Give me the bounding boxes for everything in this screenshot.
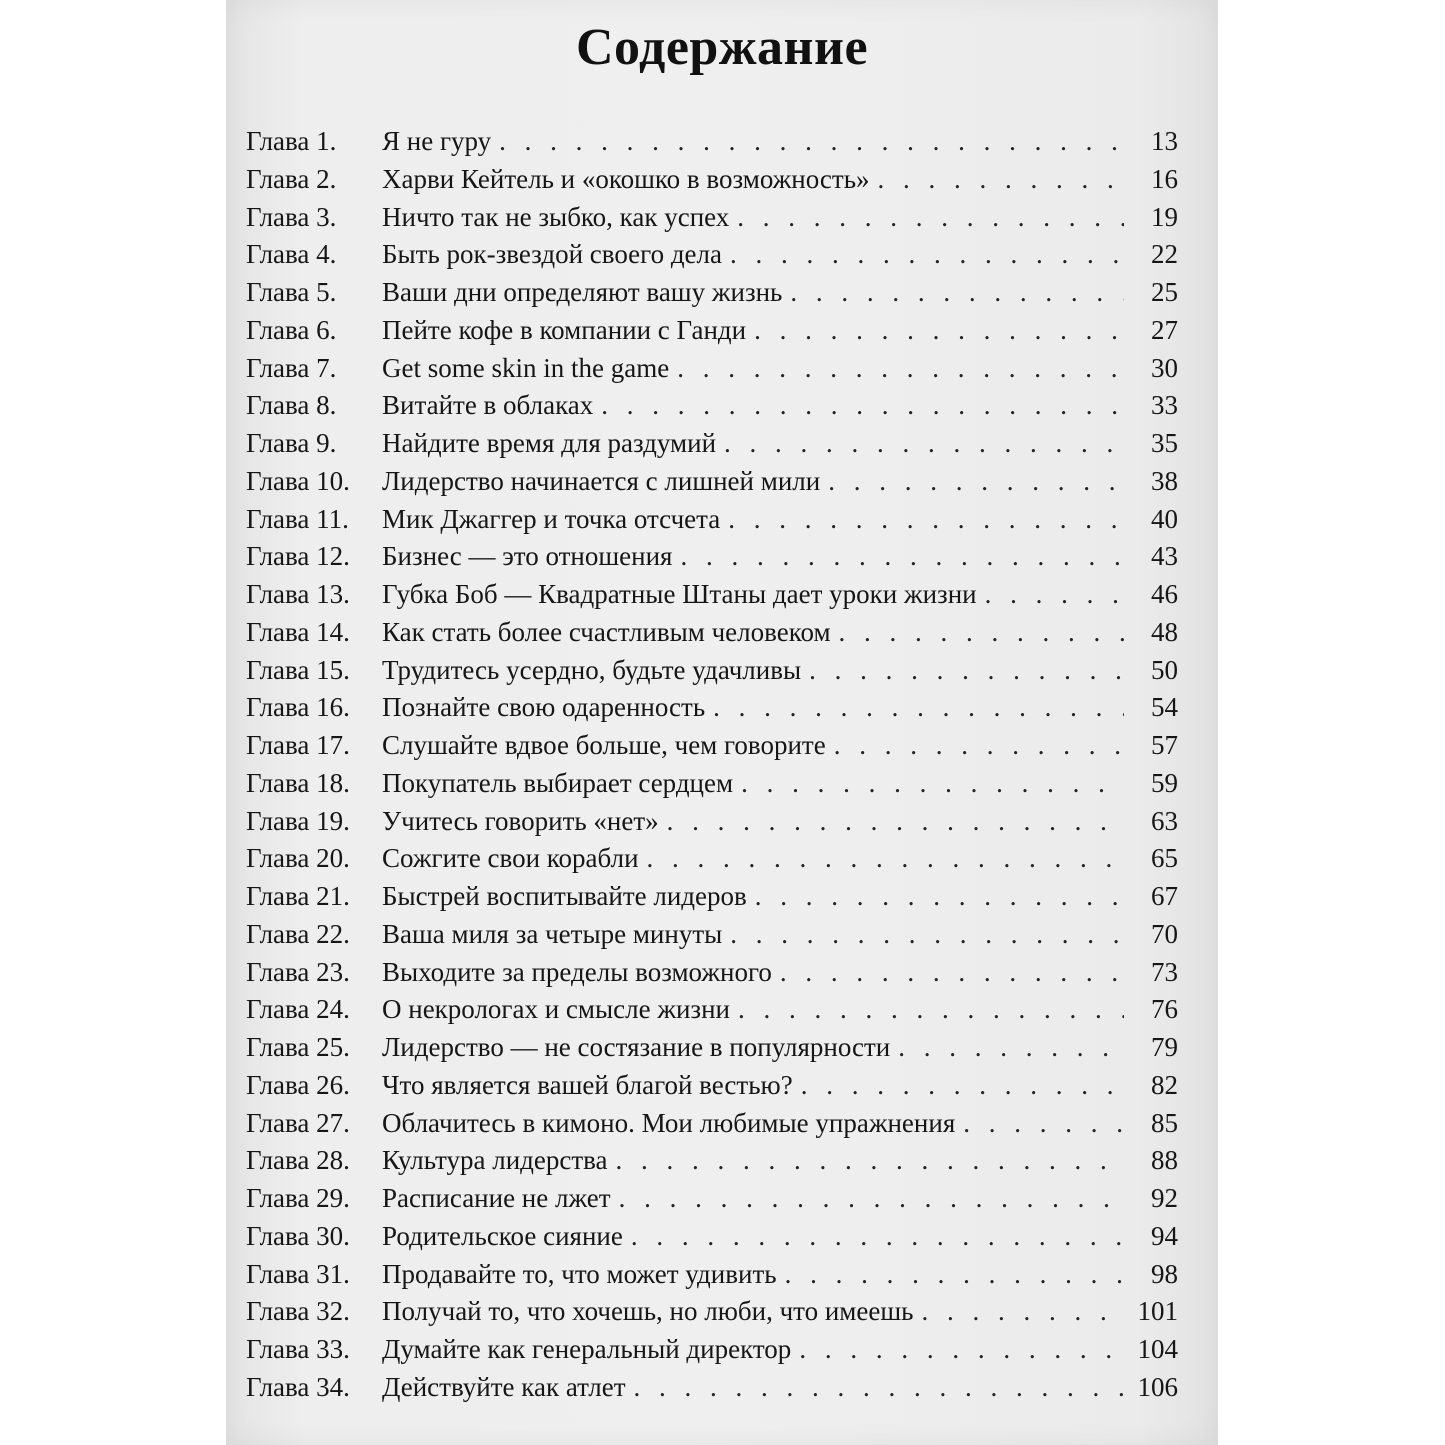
chapter-label: Глава 15. bbox=[246, 654, 350, 685]
dot-leader bbox=[647, 843, 1124, 874]
toc-entry bbox=[246, 1259, 1178, 1297]
page-title: Содержание bbox=[575, 19, 869, 76]
chapter-label: Глава 2. bbox=[246, 163, 337, 194]
chapter-title: Получай то, что хочешь, но люби, что имеешь bbox=[382, 1296, 914, 1327]
chapter-label: Глава 6. bbox=[246, 314, 337, 345]
chapter-title: Действуйте как атлет bbox=[382, 1371, 626, 1402]
dot-leader bbox=[713, 692, 1124, 723]
toc-entry bbox=[246, 1145, 1178, 1183]
chapter-label: Глава 19. bbox=[246, 805, 350, 836]
dot-leader bbox=[790, 277, 1124, 308]
chapter-page-number: 76 bbox=[1151, 994, 1178, 1025]
toc-entry bbox=[246, 1372, 1178, 1410]
dot-leader bbox=[601, 390, 1124, 421]
toc-entry bbox=[246, 202, 1178, 240]
chapter-title: Расписание не лжет bbox=[382, 1183, 611, 1213]
chapter-page-number: 13 bbox=[1151, 126, 1178, 156]
chapter-title: Быстрей воспитывайте лидеров bbox=[382, 881, 747, 911]
toc-entry bbox=[246, 1108, 1178, 1146]
dot-leader bbox=[985, 579, 1124, 610]
dot-leader bbox=[754, 315, 1124, 346]
toc-entry bbox=[246, 1221, 1178, 1259]
chapter-page-number: 27 bbox=[1151, 314, 1178, 345]
chapter-label: Глава 20. bbox=[246, 843, 350, 874]
toc-entry bbox=[246, 919, 1178, 957]
chapter-page-number: 63 bbox=[1151, 805, 1178, 836]
chapter-title: Покупатель выбирает сердцем bbox=[382, 767, 734, 798]
toc-entry bbox=[246, 1070, 1178, 1108]
chapter-page-number: 82 bbox=[1151, 1069, 1178, 1100]
chapter-page-number: 38 bbox=[1151, 465, 1178, 496]
chapter-title: Ваша миля за четыре минуты bbox=[382, 918, 723, 949]
chapter-title: Бизнес — это отношения bbox=[382, 541, 673, 572]
toc-entry bbox=[246, 390, 1178, 428]
chapter-title: Ваши дни определяют вашу жизнь bbox=[382, 277, 783, 307]
dot-leader bbox=[785, 1259, 1124, 1290]
chapter-label: Глава 3. bbox=[246, 201, 337, 232]
chapter-label: Глава 22. bbox=[246, 918, 350, 949]
chapter-label: Глава 25. bbox=[246, 1032, 350, 1062]
table-of-contents bbox=[246, 126, 1178, 1410]
toc-entry bbox=[246, 239, 1178, 277]
toc-entry bbox=[246, 1334, 1178, 1372]
toc-entry bbox=[246, 730, 1178, 768]
chapter-page-number: 22 bbox=[1151, 239, 1178, 270]
chapter-title: Думайте как генеральный директор bbox=[382, 1334, 792, 1364]
chapter-title: Губка Боб — Квадратные Штаны дает уроки жизни bbox=[382, 579, 977, 609]
chapter-title: Как стать более счастливым человеком bbox=[382, 616, 831, 647]
chapter-label: Глава 5. bbox=[246, 277, 337, 307]
chapter-title: Мик Джаггер и точка отсчета bbox=[382, 503, 721, 534]
chapter-title: Витайте в облаках bbox=[382, 390, 594, 421]
chapter-label: Глава 24. bbox=[246, 994, 350, 1025]
chapter-page-number: 46 bbox=[1151, 579, 1178, 609]
chapter-title: Лидерство начинается с лишней мили bbox=[382, 465, 821, 496]
chapter-page-number: 54 bbox=[1151, 692, 1178, 723]
dot-leader bbox=[780, 957, 1124, 988]
toc-entry bbox=[246, 1296, 1178, 1334]
toc-entry bbox=[246, 692, 1178, 730]
dot-leader bbox=[828, 466, 1124, 497]
chapter-title: Харви Кейтель и «окошко в возможность» bbox=[382, 163, 870, 194]
chapter-page-number: 104 bbox=[1137, 1334, 1178, 1364]
toc-entry bbox=[246, 579, 1178, 617]
dot-leader bbox=[921, 1296, 1124, 1327]
chapter-page-number: 59 bbox=[1151, 767, 1178, 798]
toc-entry bbox=[246, 617, 1178, 655]
chapter-page-number: 98 bbox=[1151, 1258, 1178, 1289]
chapter-label: Глава 32. bbox=[246, 1296, 350, 1327]
chapter-page-number: 79 bbox=[1151, 1032, 1178, 1062]
chapter-page-number: 88 bbox=[1151, 1145, 1178, 1176]
chapter-title: Что является вашей благой вестью? bbox=[382, 1069, 793, 1100]
chapter-page-number: 70 bbox=[1151, 918, 1178, 949]
chapter-page-number: 85 bbox=[1151, 1107, 1178, 1138]
dot-leader bbox=[616, 1145, 1124, 1176]
chapter-page-number: 101 bbox=[1137, 1296, 1178, 1327]
toc-entry bbox=[246, 126, 1178, 164]
book-page bbox=[226, 0, 1218, 1445]
dot-leader bbox=[898, 1032, 1124, 1063]
chapter-label: Глава 29. bbox=[246, 1183, 350, 1213]
toc-entry bbox=[246, 994, 1178, 1032]
chapter-page-number: 48 bbox=[1151, 616, 1178, 647]
chapter-label: Глава 18. bbox=[246, 767, 350, 798]
chapter-page-number: 35 bbox=[1151, 428, 1178, 458]
dot-leader bbox=[499, 126, 1124, 157]
dot-leader bbox=[631, 1221, 1124, 1252]
dot-leader bbox=[730, 919, 1124, 950]
chapter-page-number: 106 bbox=[1137, 1371, 1178, 1402]
chapter-page-number: 25 bbox=[1151, 277, 1178, 307]
dot-leader bbox=[741, 768, 1124, 799]
chapter-label: Глава 12. bbox=[246, 541, 350, 572]
chapter-title: Сожгите свои корабли bbox=[382, 843, 639, 874]
chapter-page-number: 33 bbox=[1151, 390, 1178, 421]
chapter-title: Get some skin in the game bbox=[382, 352, 670, 383]
chapter-title: Облачитесь в кимоно. Мои любимые упражнения bbox=[382, 1107, 956, 1138]
chapter-label: Глава 21. bbox=[246, 881, 350, 911]
toc-entry bbox=[246, 957, 1178, 995]
chapter-label: Глава 4. bbox=[246, 239, 337, 270]
chapter-title: Культура лидерства bbox=[382, 1145, 608, 1176]
chapter-label: Глава 30. bbox=[246, 1220, 350, 1251]
chapter-title: Родительское сияние bbox=[382, 1220, 623, 1251]
chapter-label: Глава 1. bbox=[246, 126, 337, 156]
dot-leader bbox=[801, 1070, 1124, 1101]
toc-entry bbox=[246, 353, 1178, 391]
chapter-label: Глава 33. bbox=[246, 1334, 350, 1364]
chapter-title: Выходите за пределы возможного bbox=[382, 956, 772, 987]
chapter-title: Продавайте то, что может удивить bbox=[382, 1258, 777, 1289]
dot-leader bbox=[834, 730, 1124, 761]
chapter-title: Найдите время для раздумий bbox=[382, 428, 717, 458]
dot-leader bbox=[724, 428, 1124, 459]
toc-entry bbox=[246, 428, 1178, 466]
toc-entry bbox=[246, 843, 1178, 881]
chapter-title: Трудитесь усердно, будьте удачливы bbox=[382, 654, 802, 685]
dot-leader bbox=[728, 504, 1124, 535]
toc-entry bbox=[246, 541, 1178, 579]
chapter-title: Ничто так не зыбко, как успех bbox=[382, 201, 730, 232]
chapter-title: Пейте кофе в компании с Ганди bbox=[382, 314, 747, 345]
chapter-title: Я не гуру bbox=[382, 126, 492, 156]
dot-leader bbox=[667, 806, 1124, 837]
chapter-label: Глава 8. bbox=[246, 390, 337, 421]
chapter-page-number: 92 bbox=[1151, 1183, 1178, 1213]
dot-leader bbox=[680, 541, 1124, 572]
toc-entry bbox=[246, 1032, 1178, 1070]
toc-entry bbox=[246, 277, 1178, 315]
chapter-title: Лидерство — не состязание в популярности bbox=[382, 1032, 891, 1062]
toc-entry bbox=[246, 466, 1178, 504]
chapter-page-number: 65 bbox=[1151, 843, 1178, 874]
toc-entry bbox=[246, 806, 1178, 844]
chapter-label: Глава 34. bbox=[246, 1371, 350, 1402]
chapter-label: Глава 26. bbox=[246, 1069, 350, 1100]
chapter-page-number: 30 bbox=[1151, 352, 1178, 383]
dot-leader bbox=[738, 994, 1124, 1025]
chapter-label: Глава 31. bbox=[246, 1258, 350, 1289]
chapter-page-number: 16 bbox=[1151, 163, 1178, 194]
chapter-label: Глава 27. bbox=[246, 1107, 350, 1138]
chapter-label: Глава 28. bbox=[246, 1145, 350, 1176]
dot-leader bbox=[730, 239, 1124, 270]
chapter-label: Глава 16. bbox=[246, 692, 350, 723]
chapter-page-number: 40 bbox=[1151, 503, 1178, 534]
chapter-label: Глава 14. bbox=[246, 616, 350, 647]
toc-entry bbox=[246, 768, 1178, 806]
toc-entry bbox=[246, 164, 1178, 202]
chapter-page-number: 43 bbox=[1151, 541, 1178, 572]
chapter-page-number: 50 bbox=[1151, 654, 1178, 685]
chapter-page-number: 94 bbox=[1151, 1220, 1178, 1251]
toc-entry bbox=[246, 315, 1178, 353]
chapter-title: Учитесь говорить «нет» bbox=[382, 805, 659, 836]
chapter-label: Глава 13. bbox=[246, 579, 350, 609]
dot-leader bbox=[619, 1183, 1124, 1214]
chapter-label: Глава 9. bbox=[246, 428, 337, 458]
chapter-label: Глава 11. bbox=[246, 503, 349, 534]
dot-leader bbox=[839, 617, 1124, 648]
chapter-label: Глава 10. bbox=[246, 465, 350, 496]
dot-leader bbox=[809, 655, 1124, 686]
dot-leader bbox=[799, 1334, 1124, 1365]
toc-entry bbox=[246, 881, 1178, 919]
toc-entry bbox=[246, 655, 1178, 693]
dot-leader bbox=[963, 1108, 1124, 1139]
chapter-title: Познайте свою одаренность bbox=[382, 692, 706, 723]
dot-leader bbox=[677, 353, 1124, 384]
chapter-title: О некрологах и смысле жизни bbox=[382, 994, 730, 1025]
chapter-page-number: 57 bbox=[1151, 730, 1178, 760]
chapter-label: Глава 7. bbox=[246, 352, 337, 383]
dot-leader bbox=[755, 881, 1124, 912]
chapter-page-number: 73 bbox=[1151, 956, 1178, 987]
chapter-label: Глава 23. bbox=[246, 956, 350, 987]
chapter-title: Быть рок-звездой своего дела bbox=[382, 239, 722, 270]
chapter-title: Слушайте вдвое больше, чем говорите bbox=[382, 730, 826, 760]
chapter-page-number: 67 bbox=[1151, 881, 1178, 911]
dot-leader bbox=[737, 202, 1124, 233]
toc-entry bbox=[246, 1183, 1178, 1221]
toc-entry bbox=[246, 504, 1178, 542]
chapter-page-number: 19 bbox=[1151, 201, 1178, 232]
dot-leader bbox=[878, 164, 1124, 195]
dot-leader bbox=[634, 1372, 1124, 1403]
chapter-label: Глава 17. bbox=[246, 730, 350, 760]
